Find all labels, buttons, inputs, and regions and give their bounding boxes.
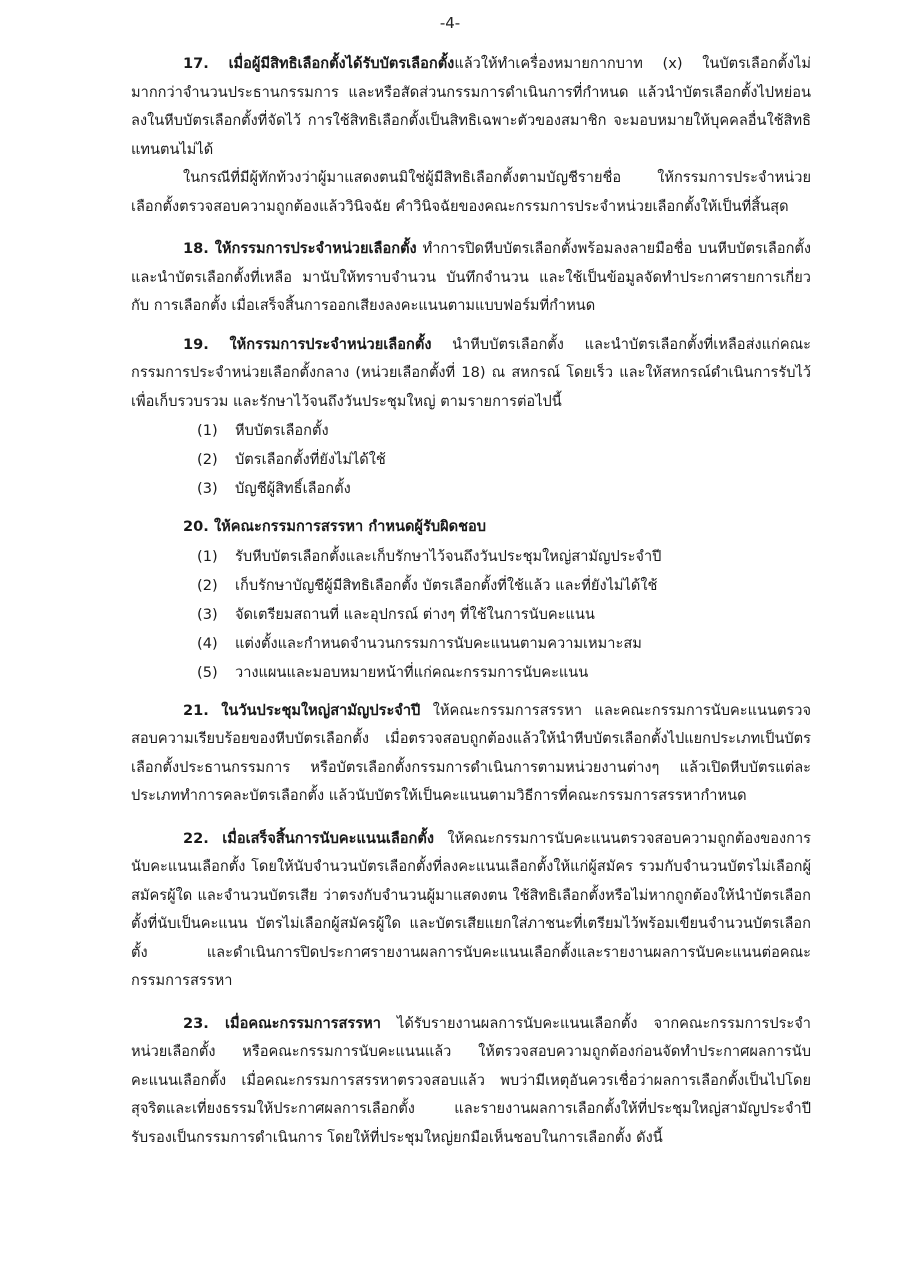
clause-20 [131, 513, 811, 542]
clause-17 [131, 50, 811, 164]
list-item-number: (4) [197, 634, 218, 652]
clause-19-heading: ให้กรรมการประจำหน่วยเลือกตั้ง [229, 335, 432, 353]
clause-18-body: ทำการปิดหีบบัตรเลือกตั้งพร้อมลงลายมือชื่อ บนหีบบัตรเลือกตั้ง และนำบัตรเลือกตั้งที่เหลือ มานับให้ทราบจำนวน บันทึกจำนวน และใช้เป็นข้อมูลจัดทำประกาศรายการเกี่ยวกับ การเลือกตั้ง เมื่อเสร็จสิ้นการออกเสียงลงคะแนนตามแบบฟอร์มที่กำหนด [131, 240, 812, 314]
clause-18 [131, 235, 811, 321]
list-item [131, 474, 811, 503]
list-item-number: (1) [197, 422, 218, 439]
clause-21 [131, 697, 811, 811]
clause-17-heading: เมื่อผู้มีสิทธิเลือกตั้งได้รับบัตรเลือกตั้ง [228, 55, 455, 72]
list-item-number: (3) [197, 480, 218, 497]
clause-23-number: 23. [183, 1014, 209, 1032]
list-item-number: (1) [197, 547, 218, 565]
clause-19-body: นำหีบบัตรเลือกตั้ง และนำบัตรเลือกตั้งที่เหลือส่งแก่คณะกรรมการประจำหน่วยเลือกตั้งกลาง (หน่วยเลือกตั้งที่ 18) ณ สหกรณ์ โดยเร็ว และให้สหกรณ์ดำเนินการรับไว้ เพื่อเก็บรวบรวม และรักษาไว้จนถึงวันประชุมใหญ่ ตามรายการต่อไปนี้ [131, 335, 811, 410]
clause-17-body: แล้วให้ทำเครื่องหมายกากบาท (x) ในบัตรเลือกตั้งไม่มากกว่าจำนวนประธานกรรมการ และหรือสัดส่วนกรรมการดำเนินการที่กำหนด แล้วนำบัตรเลือกตั้งไปหย่อนลงในหีบบัตรเลือกตั้งที่จัดไว้ การใช้สิทธิเลือกตั้งเป็นสิทธิเฉพาะตัวของสมาชิก จะมอบหมายให้บุคคลอื่นใช้สิทธิแทนตนไม่ได้ [131, 55, 812, 158]
list-item [131, 571, 811, 600]
list-item [131, 629, 811, 658]
clause-22-number: 22. [183, 829, 209, 847]
clause-22-heading: เมื่อเสร็จสิ้นการนับคะแนนเลือกตั้ง [222, 829, 434, 847]
list-item-number: (2) [197, 576, 218, 594]
clause-18-number: 18. [183, 240, 209, 257]
clause-22 [131, 825, 811, 996]
list-item-text: บัญชีผู้สิทธิ์เลือกตั้ง [235, 480, 351, 497]
clause-20-number: 20. [183, 518, 209, 535]
clause-19-list [131, 416, 811, 503]
clause-23 [131, 1010, 811, 1153]
list-item-text: เก็บรักษาบัญชีผู้มีสิทธิเลือกตั้ง บัตรเลือกตั้งที่ใช้แล้ว และที่ยังไม่ได้ใช้ [235, 576, 658, 594]
clause-20-heading: ให้คณะกรรมการสรรหา กำหนดผู้รับผิดชอบ [213, 518, 487, 535]
clause-17-number: 17. [183, 55, 209, 72]
list-item-number: (3) [197, 605, 218, 623]
clause-17-extra: ในกรณีที่มีผู้ทักท้วงว่าผู้มาแสดงตนมิใช่ผู้มีสิทธิเลือกตั้งตามบัญชีรายชื่อ ให้กรรมการประจำหน่วยเลือกตั้งตรวจสอบความถูกต้องแล้ววินิจฉัย คำวินิจฉัยของคณะกรรมการประจำหน่วยเลือกตั้งให้เป็นที่สิ้นสุด [131, 169, 811, 215]
clause-18-heading: ให้กรรมการประจำหน่วยเลือกตั้ง [214, 240, 417, 257]
list-item-text: จัดเตรียมสถานที่ และอุปกรณ์ ต่างๆ ที่ใช้ในการนับคะแนน [235, 605, 595, 623]
list-item [131, 445, 811, 474]
list-item [131, 416, 811, 445]
list-item-text: แต่งตั้งและกำหนดจำนวนกรรมการนับคะแนนตามความเหมาะสม [235, 634, 642, 652]
clause-19 [131, 331, 811, 417]
clause-23-body: ได้รับรายงานผลการนับคะแนนเลือกตั้ง จากคณะกรรมการประจำหน่วยเลือกตั้ง หรือคณะกรรมการนับคะแนนแล้ว ให้ตรวจสอบความถูกต้องก่อนจัดทำประกาศผลการนับคะแนนเลือกตั้ง เมื่อคณะกรรมการสรรหาตรวจสอบแล้ว พบว่ามีเหตุอันควรเชื่อว่าผลการเลือกตั้งเป็นไปโดยสุจริตและเที่ยงธรรมให้ประกาศผลการเลือกตั้ง และรายงานผลการเลือกตั้งให้ที่ประชุมใหญ่สามัญประจำปีรับรองเป็นกรรมการดำเนินการ โดยให้ที่ประชุมใหญ่ยกมือเห็นชอบในการเลือกตั้ง ดังนี้ [131, 1014, 812, 1146]
clause-19-number: 19. [183, 335, 209, 353]
page-number: -4- [439, 14, 461, 32]
list-item [131, 542, 811, 571]
clause-20-list [131, 542, 811, 687]
list-item [131, 600, 811, 629]
document-body [131, 50, 811, 1152]
list-item-text: บัตรเลือกตั้งที่ยังไม่ได้ใช้ [235, 451, 386, 468]
clause-21-heading: ในวันประชุมใหญ่สามัญประจำปี [221, 701, 421, 719]
list-item-number: (2) [197, 451, 218, 468]
clause-21-body: ให้คณะกรรมการสรรหา และคณะกรรมการนับคะแนนตรวจสอบความเรียบร้อยของหีบบัตรเลือกตั้ง เมื่อตรวจสอบถูกต้องแล้วให้นำหีบบัตรเลือกตั้งไปแยกประเภทเป็นบัตรเลือกตั้งประธานกรรมการ หรือบัตรเลือกตั้งกรรมการดำเนินการตามหน่วยงานต่างๆ แล้วเปิดหีบบัตรแต่ละประเภททำการคละบัตรเลือกตั้ง แล้วนับบัตรให้เป็นคะแนนตามวิธีการที่คณะกรรมการสรรหากำหนด [131, 701, 812, 804]
list-item [131, 658, 811, 687]
clause-23-heading: เมื่อคณะกรรมการสรรหา [224, 1014, 381, 1032]
list-item-number: (5) [197, 663, 218, 681]
list-item-text: หีบบัตรเลือกตั้ง [235, 422, 329, 439]
list-item-text: รับหีบบัตรเลือกตั้งและเก็บรักษาไว้จนถึงวันประชุมใหญ่สามัญประจำปี [235, 547, 662, 565]
list-item-text: วางแผนและมอบหมายหน้าที่แก่คณะกรรมการนับคะแนน [235, 663, 589, 681]
clause-21-number: 21. [183, 701, 209, 719]
clause-22-body: ให้คณะกรรมการนับคะแนนตรวจสอบความถูกต้องของการนับคะแนนเลือกตั้ง โดยให้นับจำนวนบัตรเลือกตั้งที่ลงคะแนนเลือกตั้งให้แก่ผู้สมัคร รวมกับจำนวนบัตรไม่เลือกผู้สมัครผู้ใด และจำนวนบัตรเสีย ว่าตรงกับจำนวนผู้มาแสดงตน ใช้สิทธิเลือกตั้งหรือไม่หากถูกต้องให้นำบัตรเลือกตั้งที่นับเป็นคะแนน บัตรไม่เลือกผู้สมัครผู้ใด และบัตรเสียแยกใส่ภาชนะที่เตรียมไว้พร้อมเขียนจำนวนบัตรเลือกตั้ง และดำเนินการปิดประกาศรายงานผลการนับคะแนนเลือกตั้งและรายงานผลการนับคะแนนต่อคณะกรรมการสรรหา [131, 829, 811, 989]
